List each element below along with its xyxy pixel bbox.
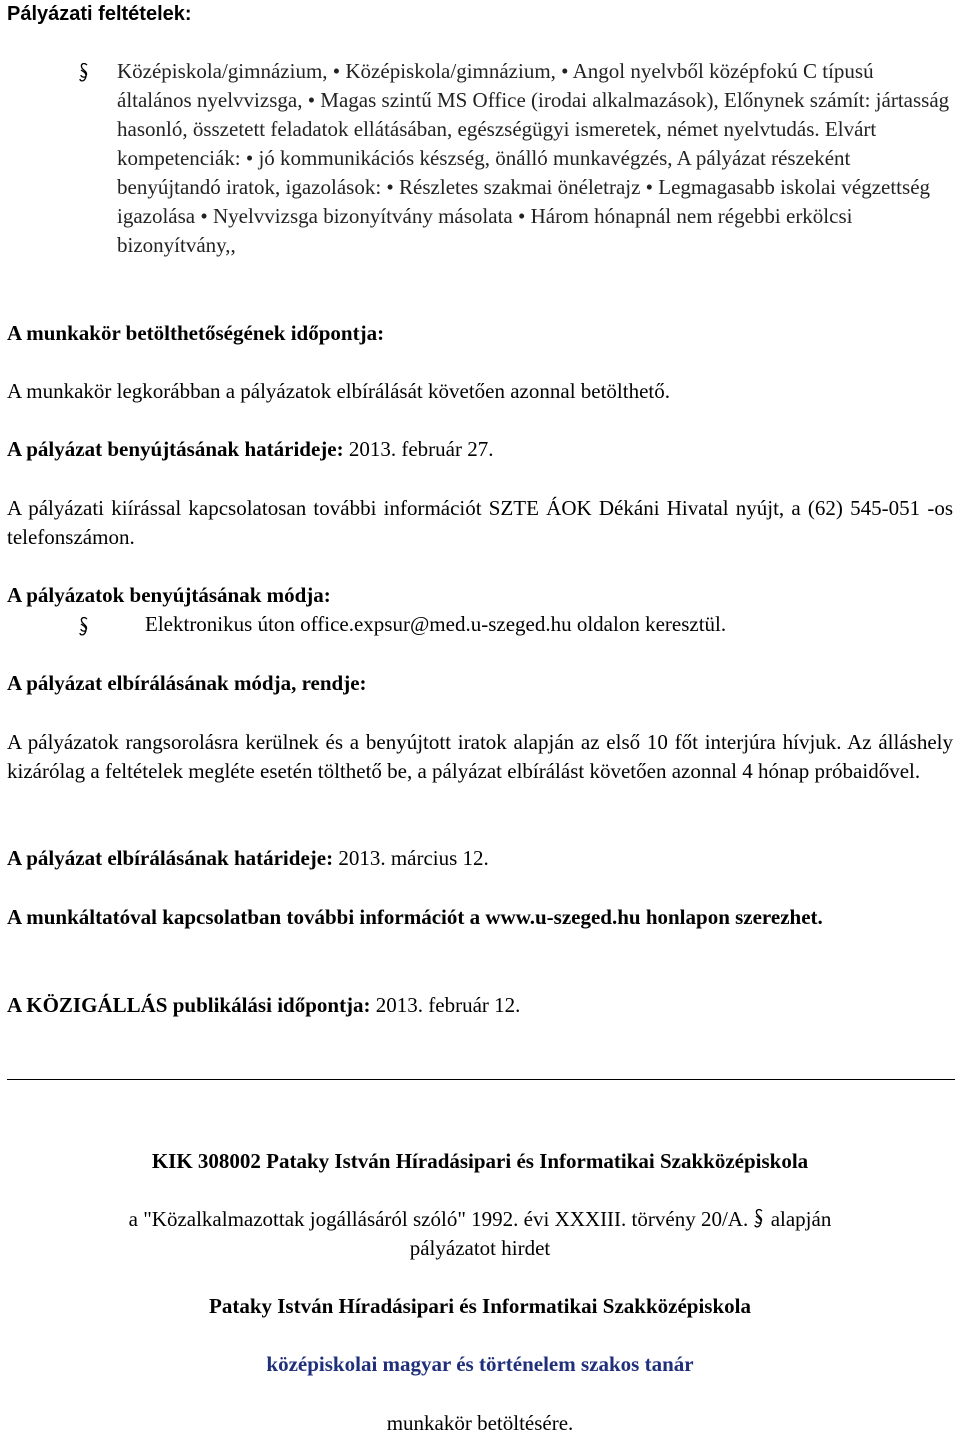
eval-deadline-label: A pályázat elbírálásának határideje: [7, 846, 334, 870]
employer-info-text: A munkáltatóval kapcsolatban további információt a www.u-szeged.hu honlapon szerezhet. [7, 905, 823, 929]
announce-text: pályázatot hirdet [409, 1236, 551, 1260]
institution-name: Pataky István Híradásipari és Informatikai Szakközépiskola [209, 1294, 751, 1318]
evaluation-text: A pályázatok rangsorolásra kerülnek és a benyújtott iratok alapján az első 10 főt interjúra hívjuk. Az álláshely kizárólag a feltételek megléte esetén tölthető be, a pályázat elbírálást követően azonnal 4 hónap próbaidővel. [7, 730, 953, 783]
fill-date-heading: A munkakör betölthetőségének időpontja: [7, 321, 385, 345]
submission-text: Elektronikus úton office.expsur@med.u-szeged.hu oldalon keresztül. [145, 612, 727, 636]
posting-title: KIK 308002 Pataky István Híradásipari és Informatikai Szakközépiskola [151, 1149, 809, 1173]
publication-line [7, 991, 953, 1020]
deadline-label: A pályázat benyújtásának határideje: [7, 437, 344, 461]
section-mark-icon [753, 1208, 765, 1230]
conditions-text: Középiskola/gimnázium, • Középiskola/gimnázium, • Angol nyelvből középfokú C típusú általános nyelvvizsga, • Magas szintű MS Office (irodai alkalmazások), Előnynek számít: jártasság hasonló, összetett feladatok ellátásában, egészségügyi ismeretek, német nyelvtudás. Elvárt kompetenciák: • jó kommunikációs készség, önálló munkavégzés, A pályázat részeként benyújtandó iratok, igazolások: • Részletes szakmai önéletrajz • Legmagasabb iskolai végzettség igazolása • Nyelvvizsga bizonyítvány másolata • Három hónapnál nem régebbi erkölcsi bizonyítvány,, [117, 59, 950, 257]
submission-heading: A pályázatok benyújtásának módja: [7, 583, 331, 607]
section-mark-icon [78, 62, 90, 84]
law-text-after: alapján [765, 1207, 832, 1231]
deadline-value: 2013. február 27. [343, 437, 494, 461]
fill-date-text: A munkakör legkorábban a pályázatok elbírálását követően azonnal betölthető. [7, 379, 671, 403]
publication-value: 2013. február 12. [370, 993, 521, 1017]
law-text-before: a "Közalkalmazottak jogállásáról szóló" 1992. évi XXXIII. törvény 20/A. [128, 1207, 754, 1231]
separator-line [7, 1079, 955, 1080]
info-text: A pályázati kiírással kapcsolatosan további információt SZTE ÁOK Dékáni Hivatal nyújt, a (62) 545-051 -os telefonszámon. [7, 496, 953, 549]
position-title: középiskolai magyar és történelem szakos tanár [266, 1352, 694, 1376]
section-mark-icon [78, 616, 90, 638]
eval-deadline-value: 2013. március 12. [333, 846, 489, 870]
eval-deadline-line [7, 844, 953, 873]
evaluation-heading: A pályázat elbírálásának módja, rendje: [7, 671, 367, 695]
law-line [0, 1205, 960, 1234]
publication-label: A KÖZIGÁLLÁS publikálási időpontja: [7, 993, 371, 1017]
deadline-line [7, 435, 953, 464]
conditions-heading: Pályázati feltételek: [7, 3, 192, 25]
purpose-text: munkakör betöltésére. [386, 1411, 574, 1435]
